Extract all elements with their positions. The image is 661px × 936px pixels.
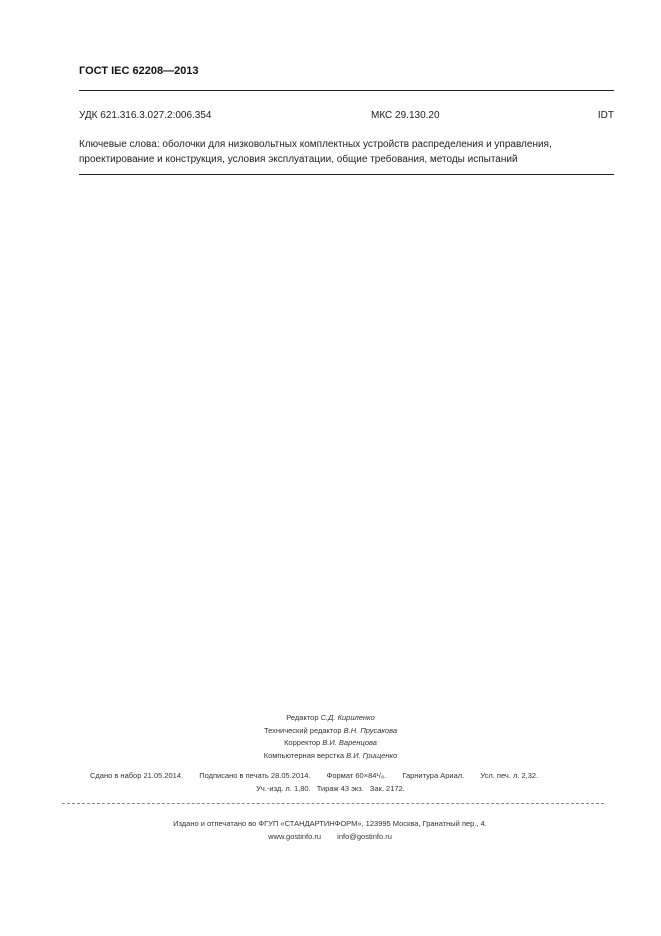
imprint-line — [200, 784, 461, 793]
imprint-order: Зак. 2172. — [369, 784, 405, 793]
credit-person: В.Н. Прусакова — [343, 725, 398, 735]
keywords-block — [79, 137, 619, 167]
credits-block — [200, 712, 461, 762]
credit-editor — [200, 712, 461, 725]
mks-code: МКС 29.130.20 — [371, 110, 440, 121]
publisher-address: Издано и отпечатано во ФГУП «СТАНДАРТИНФОРМ», 123995 Москва, Гранатный пер., 4. — [173, 819, 487, 828]
credit-person: С.Д. Кириленко — [320, 713, 375, 722]
credit-layout — [200, 750, 461, 763]
imprint-line — [90, 771, 605, 780]
credit-role: Технический редактор — [263, 725, 342, 735]
equivalence-degree: IDT — [597, 110, 614, 121]
keywords-line: Ключевые слова: оболочки для низковольтных комплектных устройств распределения и управления, — [79, 139, 552, 150]
credit-person: В.И. Варенцова — [322, 738, 377, 747]
credit-person: В.И. Грищенко — [346, 750, 398, 760]
keywords-divider — [79, 174, 614, 175]
publisher-contacts — [130, 830, 530, 843]
imprint-publ-sheets: Уч.-изд. л. 1,80. — [256, 784, 311, 793]
imprint-format: Формат 60×84¹/₈. — [326, 771, 387, 780]
udk-code: УДК 621.316.3.027.2:006.354 — [79, 110, 212, 121]
credit-role: Редактор — [286, 713, 319, 722]
imprint-signed-date: Подписано в печать 28.05.2014. — [199, 771, 311, 780]
imprint-print-sheets: Усл. печ. л. 2,32. — [480, 771, 539, 780]
header-divider — [79, 90, 614, 91]
credit-role: Корректор — [284, 738, 321, 747]
imprint-divider — [62, 803, 604, 804]
document-number: ГОСТ IEC 62208—2013 — [79, 65, 199, 77]
imprint-circulation: Тираж 43 экз. — [316, 784, 364, 793]
publisher-website-link[interactable]: www.gostinfo.ru — [268, 832, 322, 841]
keywords-line: проектирование и конструкция, условия эксплуатации, общие требования, методы испытаний — [79, 154, 518, 165]
imprint-typeset-date: Сдано в набор 21.05.2014. — [90, 771, 184, 780]
credit-role: Компьютерная верстка — [263, 750, 345, 760]
imprint-typeface: Гарнитура Ариал. — [402, 771, 465, 780]
credit-tech-editor — [200, 725, 461, 738]
publisher-block — [130, 817, 530, 843]
credit-corrector — [200, 737, 461, 750]
publisher-email-link[interactable]: info@gostinfo.ru — [337, 832, 392, 841]
